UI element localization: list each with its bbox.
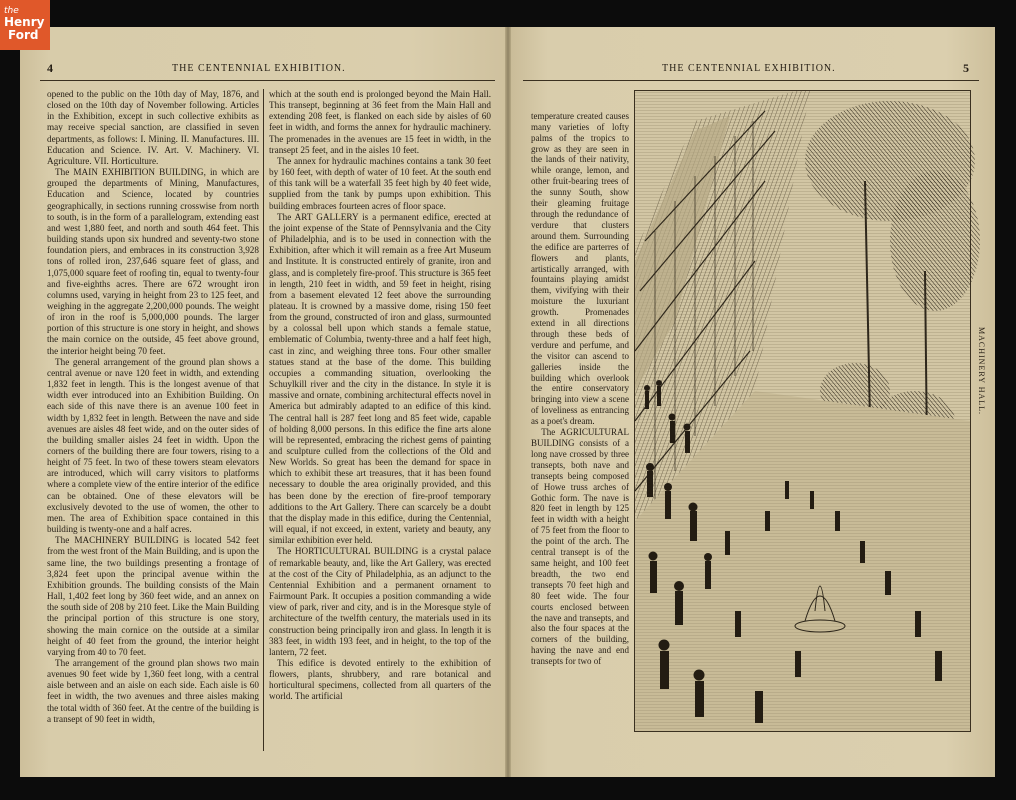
paragraph: The general arrangement of the ground plan shows a central avenue or nave 120 feet in width, and extending 1,832 feet in length. This is the longest avenue of that width ever introduced into an Exhibition Building. On each side of this nave there is an avenue 100 feet in width by 1,832 feet in length. Between the nave and side avenues are aisles 48 feet wide, and on the outer sides of the building smaller aisles 24 feet in width. Upon the corners of the building there are four towers, rising to a height of 75 feet. In two of these towers steam elevators are introduced, which will carry visitors to platforms where a complete view of the entire interior of the edifice can be obtained. One of these elevators will be exclusively devoted to the use of women, the other to men. The area of Exhibition space contained in this building is twenty-one and a half acres.: [47, 356, 262, 535]
page-number: 5: [963, 61, 969, 75]
henry-ford-logo: the Henry Ford: [0, 0, 50, 50]
machinery-hall-engraving: [634, 90, 971, 732]
header-rule: [40, 80, 495, 81]
text-column-2: [269, 89, 494, 753]
right-page: [509, 27, 995, 777]
book-gutter: [505, 27, 511, 777]
paragraph: The arrangement of the ground plan shows two main avenues 90 feet wide by 1,360 feet long, with a central aisle between and an aisle on each side. Each aisle is 60 feet in width, the two avenues and three aisles making the total width of 360 feet. At the centre of the building is a transept of 90 feet in width,: [47, 657, 262, 724]
paragraph: The MACHINERY BUILDING is located 542 feet from the west front of the Main Building, and is upon the same line, the two buildings presenting a frontage of 3,824 feet upon the principal avenue within the Exhibition grounds. The building consists of the Main Hall, 1,402 feet long by 360 feet wide, and an annex on the south side of 208 by 210 feet. Like the Main Building the principal portion of this structure is one story, showing the main cornice on the outside at a similar height of 40 feet from the ground, the interior height varying from 40 to 70 feet.: [47, 535, 262, 657]
column-rule: [263, 89, 264, 751]
text-column-1: [47, 89, 262, 753]
paragraph: The ART GALLERY is a permanent edifice, erected at the joint expense of the State of Pennsylvania and the City of Philadelphia, and is to be used in connection with the Exhibition, after which it will remain as a free Art Museum and Institute. It is constructed entirely of granite, iron and glass, and is completely fire-proof. This structure is 365 feet in length, 210 feet in width, and 59 feet in height, rising from a basement elevated 12 feet above the surrounding plateau. It is crowned by a massive dome, rising 150 feet from the ground, constructed of iron and glass, surmounted by a colossal bell upon which stands a female statue, emblematic of Columbia, twenty-three and a half feet high, cast in zinc, and weighing three tons. Four other smaller statues stand at the base of the dome. This building occupies a commanding situation, overlooking the Schuylkill river and the city in the distance. In style it is massive and ornate, combining architectural effects novel in America but admirably adapted to an edifice of this kind. The central hall is 287 feet long and 85 feet wide, capable of holding 8,000 persons. In this edifice the fine arts alone will be represented, embracing the richest gems of painting and sculpture culled from the collections of the Old and New Worlds. So great has been the demand for space in which to exhibit these art treasures, that it has been found necessary to double the area originally provided, and this has been done by the erection of fire-proof temporary additions to the Art Gallery. There can scarcely be a doubt that the display made in this edifice, during the Centennial, will equal, if not exceed, in extent, variety and beauty, any similar exhibition ever held.: [269, 211, 494, 546]
paragraph: The HORTICULTURAL BUILDING is a crystal palace of remarkable beauty, and, like the Art Gallery, was erected at the cost of the City of Philadelphia, as an adjunct to the Centennial Exhibition and a permanent ornament to Fairmount Park. It occupies a position commanding a wide view of park, river and city, and is in the Moresque style of architecture of the twelfth century, the materials used in its construction being principally iron and glass. In length it is 383 feet, in width 193 feet, and in height, to the top of the lantern, 72 feet.: [269, 546, 494, 657]
paragraph: The annex for hydraulic machines contains a tank 30 feet by 160 feet, with depth of water of 10 feet. At the south end of this tank will be a waterfall 35 feet high by 40 feet wide, supplied from the tank by pumps upon exhibition. This building embraces fourteen acres of floor space.: [269, 155, 494, 211]
illustration-caption: MACHINERY HALL.: [977, 327, 986, 416]
paragraph: The MAIN EXHIBITION BUILDING, in which are grouped the departments of Mining, Manufactures, Education and Science, located by countries geographically, in sections running crosswise from north to south, is in the form of a parallelogram, extending east and west 1,880 feet, and north and south 464 feet. This building stands upon six hundred and seventy-two stone foundation piers, and embraces in its construction 3,928 tons of rolled iron, 237,646 square feet of glass, and 1,075,000 square feet of roofing tin, equal to twenty-four and five-eighths acres. There are 672 wrought iron columns used, varying in height from 23 to 125 feet, and weighing in the aggregate 2,200,000 pounds. The weight of iron in the roof is 5,000,000 pounds. The larger portion of this structure is one story in height, and shows the main cornice on the outside, 45 feet above ground, the interior height being 70 feet.: [47, 167, 262, 356]
running-head: THE CENTENNIAL EXHIBITION.: [662, 63, 836, 74]
left-page: [20, 27, 507, 777]
text-column: temperature created causes many varieties of lofty palms of the tropics to grow as they are seen in the lands of their nativity, while orange, lemon, and other fruit-bearing trees of the sunny South, show their gleaming fruitage through the redundance of verdure that clusters around them. Surrounding the edifice are parterres of flowers and plants, artistically arranged, with fountains playing amidst them, vivifying with their moisture the luxuriant growth. Promenades extend in all directions through these beds of verdure and perfume, and the visitor can ascend to galleries inside the building which overlook the entire conservatory bringing into view a scene of loveliness as entrancing as a poet's dream. The AGRICULTURAL BUILDING consists of a long nave crossed by three transepts, both nave and transepts being composed of Howe truss arches of Gothic form. The nave is 820 feet in length by 125 feet in width with a height of 75 feet from the floor to the point of the arch. The central transept is of the same height, and 100 feet breadth, the two end transepts 70 feet high and 80 feet wide. The four courts enclosed between the nave and transepts, and also the four spaces at the corners of the building, having the nave and end transepts for two of: [531, 110, 629, 667]
running-head: THE CENTENNIAL EXHIBITION.: [172, 63, 346, 74]
header-rule: [523, 80, 979, 81]
paragraph: opened to the public on the 10th day of May, 1876, and closed on the 10th day of November following. Articles in the Exhibition, except in such collective exhibits as may receive special sanction, are classified in seven departments, as follows: I. Mining. II. Manufactures. III. Education and Science. IV. Art. V. Machinery. VI. Agriculture. VII. Horticulture.: [47, 89, 262, 166]
paragraph: which at the south end is prolonged beyond the Main Hall. This transept, beginning at 36 feet from the Main Hall and extending 208 feet, is flanked on each side by aisles of 60 feet in width, and forms the annex for hydraulic machinery. The promenades in the avenues are 15 feet in width, in the transept 25 feet, and in the aisles 10 feet.: [269, 89, 494, 155]
paragraph: This edifice is devoted entirely to the exhibition of flowers, plants, shrubbery, and rare botanical and horticultural specimens, collected from all quarters of the world. The artificial: [269, 657, 494, 702]
page-number: 4: [47, 61, 53, 75]
engraving-svg: [635, 91, 970, 731]
